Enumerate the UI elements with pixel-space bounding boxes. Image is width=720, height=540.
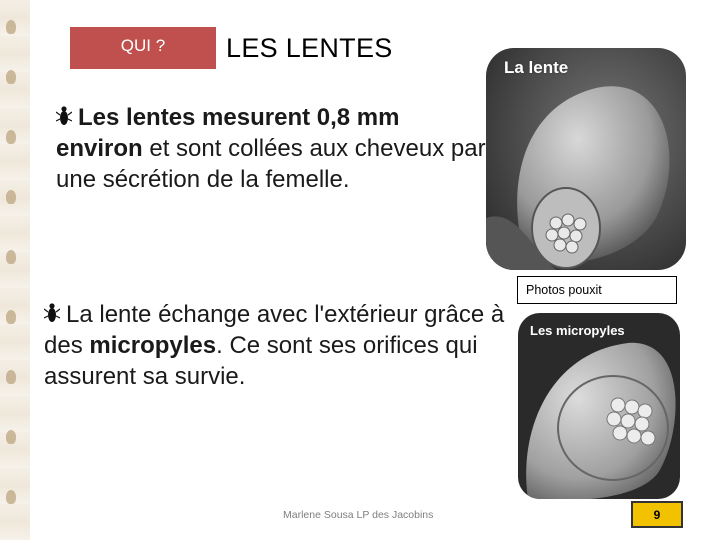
- nit-image: [486, 48, 686, 270]
- micropyles-bold: micropyles: [89, 332, 217, 359]
- paragraph-size: [56, 102, 486, 195]
- page-number-badge: 9: [631, 501, 683, 528]
- qui-label: QUI ?: [120, 36, 166, 55]
- footer-author: Marlene Sousa LP des Jacobins: [283, 509, 434, 521]
- paragraph-size-rest: et sont collées aux cheveux par une sécrétion de la femelle.: [56, 135, 486, 193]
- nit-photo-label: La lente: [504, 58, 569, 77]
- slide-title: LES LENTES: [226, 33, 393, 63]
- decorative-border: [0, 0, 30, 540]
- nit-photo: [486, 48, 686, 270]
- micropyles-text-2: . Ce sont ses orifices qui assurent sa survie.: [44, 332, 478, 390]
- micropyles-photo: [518, 313, 680, 499]
- qui-label-box: [70, 27, 216, 69]
- environ-text: environ: [56, 135, 143, 162]
- micropyles-photo-label: Les micropyles: [530, 323, 625, 338]
- louse-icon: [56, 103, 72, 127]
- micropyles-text-1: La lente échange avec l'extérieur grâce à des: [44, 301, 505, 359]
- size-text: Les lentes mesurent 0,8 mm: [78, 104, 400, 131]
- photo-caption: Photos pouxit: [517, 276, 677, 304]
- micropyles-image: [518, 313, 680, 499]
- louse-icon: [44, 300, 60, 324]
- paragraph-micropyles: [44, 299, 514, 392]
